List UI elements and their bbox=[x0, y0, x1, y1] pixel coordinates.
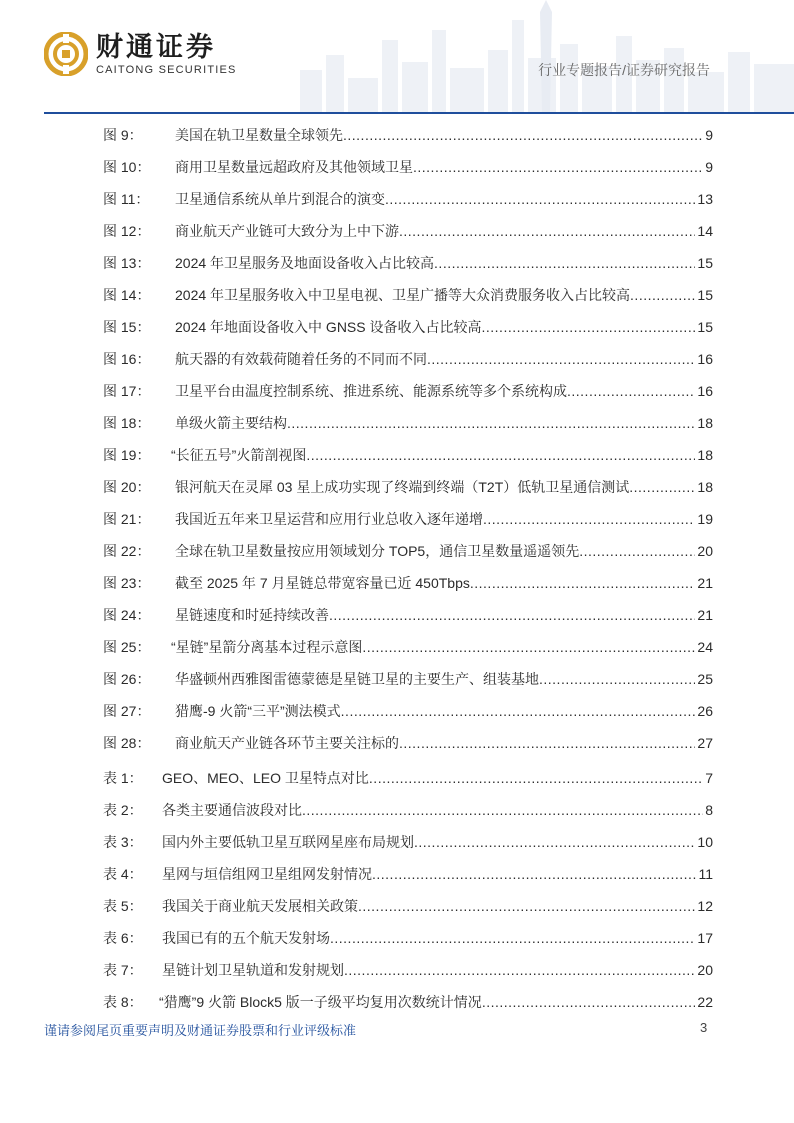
toc-row[interactable] bbox=[103, 922, 713, 954]
toc-page: 8 bbox=[705, 802, 713, 818]
dot-leader bbox=[341, 695, 696, 727]
toc-row[interactable] bbox=[103, 826, 713, 858]
toc-label: 表 8： bbox=[103, 994, 143, 1010]
toc-title: 商用卫星数量远超政府及其他领域卫星 bbox=[175, 159, 413, 175]
toc-row[interactable] bbox=[103, 247, 713, 279]
toc-page: 11 bbox=[698, 866, 713, 882]
toc-title: 全球在轨卫星数量按应用领域划分 TOP5，通信卫星数量遥遥领先 bbox=[175, 543, 580, 559]
table-list bbox=[103, 762, 713, 1018]
dot-leader bbox=[372, 858, 696, 890]
dot-leader bbox=[399, 727, 695, 759]
toc-page: 18 bbox=[697, 447, 713, 463]
dot-leader bbox=[306, 439, 695, 471]
toc-label: 表 2： bbox=[103, 802, 143, 818]
toc-row[interactable] bbox=[103, 151, 713, 183]
toc-label: 图 19： bbox=[103, 447, 151, 463]
toc-title: “猎鹰”9 火箭 Block5 版一子级平均复用次数统计情况 bbox=[159, 994, 482, 1010]
toc-label: 图 22： bbox=[103, 543, 151, 559]
toc-row[interactable] bbox=[103, 119, 713, 151]
toc-page: 15 bbox=[697, 287, 713, 303]
toc-page: 14 bbox=[697, 223, 713, 239]
toc-row[interactable] bbox=[103, 794, 713, 826]
dot-leader bbox=[413, 151, 703, 183]
logo-chinese-name: 财通证券 bbox=[96, 32, 216, 62]
toc-page: 20 bbox=[697, 543, 713, 559]
toc-title: 国内外主要低轨卫星互联网星座布局规划 bbox=[162, 834, 414, 850]
dot-leader bbox=[427, 343, 695, 375]
toc-label: 表 6： bbox=[103, 930, 143, 946]
dot-leader bbox=[385, 183, 695, 215]
dot-leader bbox=[539, 663, 695, 695]
city-skyline-graphic bbox=[300, 0, 794, 112]
logo-english-name: CAITONG SECURITIES bbox=[96, 64, 237, 76]
toc-label: 图 25： bbox=[103, 639, 151, 655]
toc-label: 表 5： bbox=[103, 898, 143, 914]
toc-title: GEO、MEO、LEO 卫星特点对比 bbox=[162, 770, 369, 786]
toc-page: 26 bbox=[697, 703, 713, 719]
toc-page: 13 bbox=[697, 191, 713, 207]
toc-label: 图 18： bbox=[103, 415, 151, 431]
toc-label: 图 17： bbox=[103, 383, 151, 399]
toc-page: 20 bbox=[697, 962, 713, 978]
toc-row[interactable] bbox=[103, 375, 713, 407]
coin-logo-icon bbox=[44, 32, 88, 76]
toc-row[interactable] bbox=[103, 567, 713, 599]
toc-row[interactable] bbox=[103, 311, 713, 343]
page-number: 3 bbox=[700, 1020, 708, 1035]
toc-title: 商业航天产业链可大致分为上中下游 bbox=[175, 223, 399, 239]
page-header bbox=[0, 0, 794, 120]
toc-title: 我国关于商业航天发展相关政策 bbox=[162, 898, 358, 914]
dot-leader bbox=[567, 375, 695, 407]
toc-label: 图 9： bbox=[103, 127, 143, 143]
toc-row[interactable] bbox=[103, 631, 713, 663]
toc-row[interactable] bbox=[103, 663, 713, 695]
toc-row[interactable] bbox=[103, 954, 713, 986]
toc-title: 航天器的有效载荷随着任务的不同而不同 bbox=[175, 351, 427, 367]
toc-row[interactable] bbox=[103, 439, 713, 471]
dot-leader bbox=[329, 599, 695, 631]
toc-title: 星网与垣信组网卫星组网发射情况 bbox=[162, 866, 372, 882]
dot-leader bbox=[579, 535, 695, 567]
toc-row[interactable] bbox=[103, 727, 713, 759]
toc-page: 17 bbox=[697, 930, 713, 946]
toc-row[interactable] bbox=[103, 599, 713, 631]
toc-row[interactable] bbox=[103, 695, 713, 727]
dot-leader bbox=[344, 954, 695, 986]
toc-page: 18 bbox=[697, 415, 713, 431]
toc-row[interactable] bbox=[103, 407, 713, 439]
toc-title: “星链”星箭分离基本过程示意图 bbox=[171, 639, 363, 655]
toc-label: 图 21： bbox=[103, 511, 151, 527]
dot-leader bbox=[414, 826, 695, 858]
toc-title: 截至 2025 年 7 月星链总带宽容量已近 450Tbps bbox=[175, 575, 470, 591]
toc-title: 卫星平台由温度控制系统、推进系统、能源系统等多个系统构成 bbox=[175, 383, 567, 399]
toc-title: 单级火箭主要结构 bbox=[175, 415, 287, 431]
toc-label: 图 27： bbox=[103, 703, 151, 719]
dot-leader bbox=[470, 567, 696, 599]
toc-label: 图 26： bbox=[103, 671, 151, 687]
toc-page: 22 bbox=[697, 994, 713, 1010]
toc-title: “长征五号”火箭剖视图 bbox=[171, 447, 307, 463]
toc-title: 美国在轨卫星数量全球领先 bbox=[175, 127, 343, 143]
toc-row[interactable] bbox=[103, 986, 713, 1018]
toc-title: 银河航天在灵犀 03 星上成功实现了终端到终端（T2T）低轨卫星通信测试 bbox=[175, 479, 630, 495]
toc-page: 9 bbox=[705, 127, 713, 143]
toc-label: 图 28： bbox=[103, 735, 151, 751]
toc-title: 卫星通信系统从单片到混合的演变 bbox=[175, 191, 385, 207]
toc-page: 15 bbox=[697, 255, 713, 271]
toc-page: 16 bbox=[697, 351, 713, 367]
toc-title: 各类主要通信波段对比 bbox=[162, 802, 302, 818]
toc-page: 7 bbox=[705, 770, 713, 786]
toc-page: 16 bbox=[697, 383, 713, 399]
toc-title: 星链速度和时延持续改善 bbox=[175, 607, 329, 623]
toc-label: 表 4： bbox=[103, 866, 143, 882]
toc-title: 2024 年地面设备收入中 GNSS 设备收入占比较高 bbox=[175, 319, 482, 335]
toc-page: 10 bbox=[697, 834, 713, 850]
dot-leader bbox=[302, 794, 703, 826]
dot-leader bbox=[343, 119, 703, 151]
toc-title: 我国已有的五个航天发射场 bbox=[162, 930, 330, 946]
toc-label: 图 14： bbox=[103, 287, 151, 303]
toc-title: 华盛顿州西雅图雷德蒙德是星链卫星的主要生产、组装基地 bbox=[175, 671, 539, 687]
toc-row[interactable] bbox=[103, 215, 713, 247]
dot-leader bbox=[434, 247, 695, 279]
dot-leader bbox=[399, 215, 695, 247]
dot-leader bbox=[362, 631, 695, 663]
toc-title: 商业航天产业链各环节主要关注标的 bbox=[175, 735, 399, 751]
figure-list bbox=[103, 119, 713, 759]
dot-leader bbox=[482, 311, 696, 343]
company-logo bbox=[44, 32, 237, 76]
footer-disclaimer: 谨请参阅尾页重要声明及财通证券股票和行业评级标准 bbox=[44, 1023, 357, 1038]
toc-label: 表 3： bbox=[103, 834, 143, 850]
dot-leader bbox=[483, 503, 695, 535]
toc-row[interactable] bbox=[103, 762, 713, 794]
toc-page: 21 bbox=[697, 607, 713, 623]
toc-row[interactable] bbox=[103, 858, 713, 890]
dot-leader bbox=[330, 922, 695, 954]
toc-page: 21 bbox=[697, 575, 713, 591]
toc-row[interactable] bbox=[103, 471, 713, 503]
toc-page: 12 bbox=[697, 898, 713, 914]
dot-leader bbox=[369, 762, 703, 794]
dot-leader bbox=[630, 279, 695, 311]
toc-label: 图 15： bbox=[103, 319, 151, 335]
report-type-label: 行业专题报告/证券研究报告 bbox=[538, 62, 710, 78]
toc-page: 25 bbox=[697, 671, 713, 687]
toc-title: 星链计划卫星轨道和发射规划 bbox=[162, 962, 344, 978]
toc-label: 图 16： bbox=[103, 351, 151, 367]
toc-label: 表 7： bbox=[103, 962, 143, 978]
toc-page: 27 bbox=[697, 735, 713, 751]
toc-page: 19 bbox=[697, 511, 713, 527]
dot-leader bbox=[358, 890, 695, 922]
toc-label: 图 23： bbox=[103, 575, 151, 591]
toc-title: 2024 年卫星服务及地面设备收入占比较高 bbox=[175, 255, 435, 271]
toc-row[interactable] bbox=[103, 503, 713, 535]
dot-leader bbox=[482, 986, 696, 1018]
toc-label: 图 24： bbox=[103, 607, 151, 623]
toc-row[interactable] bbox=[103, 343, 713, 375]
toc-row[interactable] bbox=[103, 183, 713, 215]
toc-row[interactable] bbox=[103, 535, 713, 567]
toc-title: 我国近五年来卫星运营和应用行业总收入逐年递增 bbox=[175, 511, 483, 527]
toc-label: 图 10： bbox=[103, 159, 151, 175]
toc-title: 猎鹰-9 火箭“三平”测法模式 bbox=[175, 703, 341, 719]
dot-leader bbox=[287, 407, 695, 439]
toc-page: 15 bbox=[697, 319, 713, 335]
toc-page: 9 bbox=[705, 159, 713, 175]
toc-label: 图 12： bbox=[103, 223, 151, 239]
toc-row[interactable] bbox=[103, 890, 713, 922]
toc-label: 图 11： bbox=[103, 191, 150, 207]
toc-title: 2024 年卫星服务收入中卫星电视、卫星广播等大众消费服务收入占比较高 bbox=[175, 287, 631, 303]
toc-label: 表 1： bbox=[103, 770, 143, 786]
toc-label: 图 20： bbox=[103, 479, 151, 495]
toc-page: 24 bbox=[697, 639, 713, 655]
dot-leader bbox=[629, 471, 695, 503]
toc-label: 图 13： bbox=[103, 255, 151, 271]
toc-row[interactable] bbox=[103, 279, 713, 311]
header-divider bbox=[44, 112, 794, 114]
toc-page: 18 bbox=[697, 479, 713, 495]
